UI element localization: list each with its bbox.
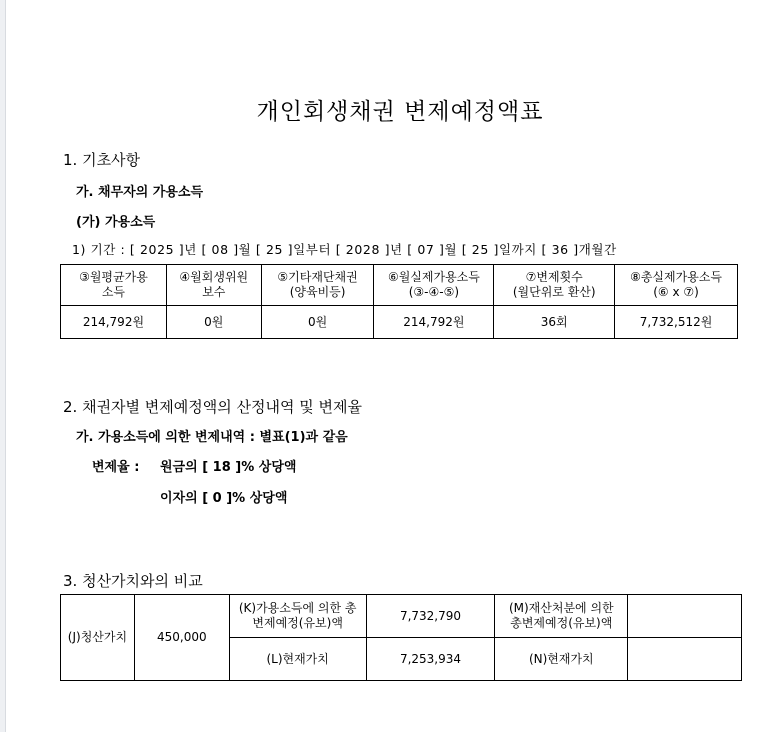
comparison-row-1 (61, 595, 742, 638)
value-total-actual-income: 7,732,512원 (615, 306, 738, 339)
present-value-n (628, 638, 742, 681)
section1-sub-a1: (가) 가용소득 (76, 215, 156, 230)
liquidation-comparison-table (60, 594, 742, 681)
present-value-n-label: (N)현재가치 (495, 638, 628, 681)
header-other-claims: ⑤기타재단채권 (양육비등) (261, 265, 374, 306)
value-payment-count: 36회 (494, 306, 615, 339)
planned-repayment-value: 7,732,790 (366, 595, 495, 638)
table-header-row (61, 265, 738, 306)
period-line: 1) 기간 : [ 2025 ]년 [ 08 ]월 [ 25 ]일부터 [ 2028 ]년 [ 07 ]월 [ 25 ]일까지 [ 36 ]개월간 (72, 242, 617, 257)
repayment-rate-principal: 원금의 [ 18 ]% 상당액 (160, 460, 297, 475)
repayment-rate-label: 변제율 : (92, 460, 140, 475)
value-other-claims: 0원 (261, 306, 374, 339)
present-value-l-label: (L)현재가치 (229, 638, 366, 681)
section2-sub-a: 가. 가용소득에 의한 변제내역 : 별표(1)과 같음 (76, 430, 348, 445)
header-trustee-fee: ④월회생위원 보수 (166, 265, 261, 306)
header-monthly-avg-income: ③월평균가용 소득 (61, 265, 167, 306)
repayment-rate-interest: 이자의 [ 0 ]% 상당액 (160, 491, 288, 506)
header-total-actual-income: ⑧총실제가용소득 (⑥ x ⑦) (615, 265, 738, 306)
asset-disposal-value (628, 595, 742, 638)
disposable-income-table (60, 264, 738, 339)
value-monthly-avg-income: 214,792원 (61, 306, 167, 339)
table-value-row (61, 306, 738, 339)
document-title: 개인회생채권 변제예정액표 (256, 99, 544, 125)
value-monthly-actual-income: 214,792원 (374, 306, 494, 339)
asset-disposal-label: (M)재산처분에 의한 총변제예정(유보)액 (495, 595, 628, 638)
liquidation-value-label: (J)청산가치 (61, 595, 135, 681)
section3-heading: 3. 청산가치와의 비교 (63, 572, 203, 590)
section2-heading: 2. 채권자별 변제예정액의 산정내역 및 변제율 (63, 398, 362, 416)
section1-sub-a: 가. 채무자의 가용소득 (76, 185, 204, 200)
header-monthly-actual-income: ⑥월실제가용소득 (③-④-⑤) (374, 265, 494, 306)
liquidation-value: 450,000 (134, 595, 229, 681)
planned-repayment-label: (K)가용소득에 의한 총 변제예정(유보)액 (229, 595, 366, 638)
value-trustee-fee: 0원 (166, 306, 261, 339)
section1-heading: 1. 기초사항 (63, 151, 141, 169)
present-value-l: 7,253,934 (366, 638, 495, 681)
header-payment-count: ⑦변제횟수 (월단위로 환산) (494, 265, 615, 306)
